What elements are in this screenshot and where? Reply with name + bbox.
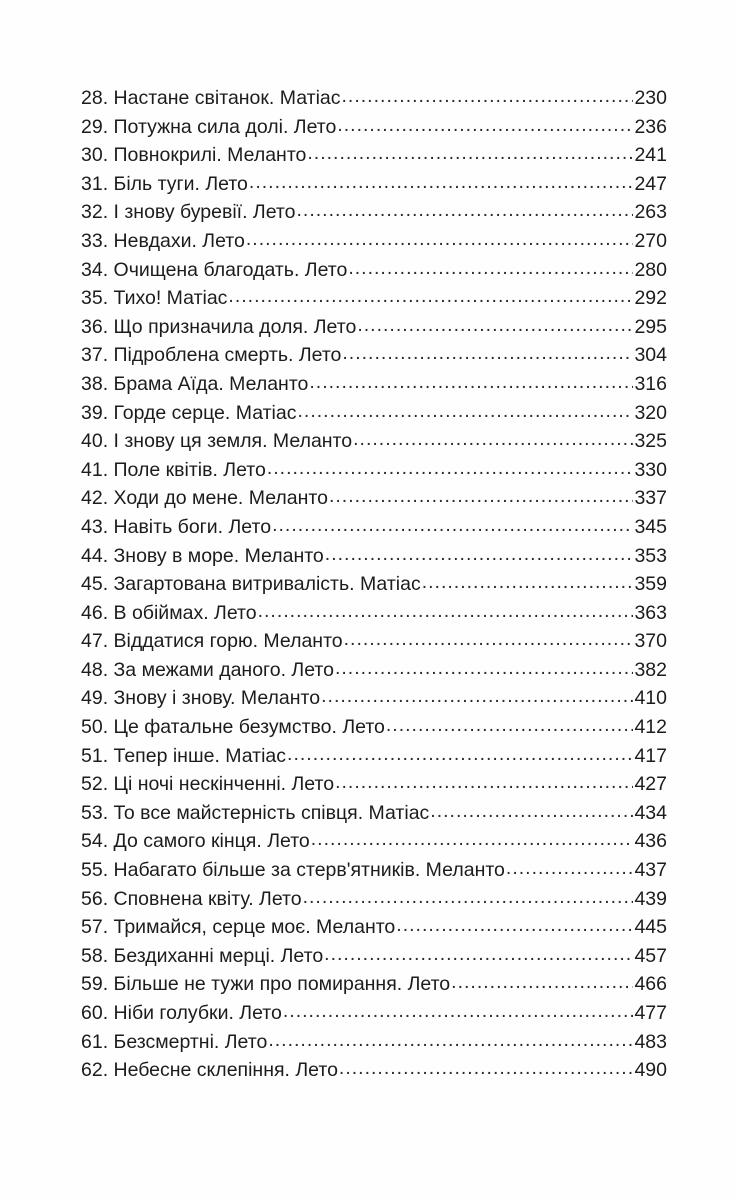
chapter-title: 35. Тихо! Матіас (81, 287, 228, 310)
page-number: 439 (634, 887, 667, 910)
page-number: 412 (634, 716, 667, 739)
dot-leader (297, 397, 633, 426)
toc-entry (81, 856, 667, 885)
toc-entry (81, 313, 667, 342)
toc-entry (81, 627, 667, 656)
page-number: 292 (634, 287, 667, 310)
dot-leader (258, 597, 634, 626)
chapter-title: 48. За межами даного. Лето (81, 658, 334, 681)
dot-leader (339, 1054, 634, 1083)
dot-leader (311, 825, 634, 854)
toc-entry (81, 341, 667, 370)
page-number: 436 (634, 830, 667, 853)
chapter-title: 51. Тепер інше. Матіас (81, 744, 287, 767)
toc-entry (81, 427, 667, 456)
chapter-title: 30. Повнокрилі. Меланто (81, 144, 307, 167)
toc-entry (81, 484, 667, 513)
toc-entry (81, 84, 667, 113)
dot-leader (249, 168, 634, 197)
toc-entry (81, 599, 667, 628)
chapter-title: 58. Бездиханні мерці. Лето (81, 944, 324, 967)
page-number: 236 (634, 115, 667, 138)
page-number: 483 (634, 1030, 667, 1053)
chapter-title: 29. Потужна сила долі. Лето (81, 115, 337, 138)
dot-leader (386, 711, 634, 740)
chapter-title: 37. Підроблена смерть. Лето (81, 344, 342, 367)
dot-leader (228, 282, 633, 311)
toc-entry (81, 370, 667, 399)
dot-leader (396, 911, 633, 940)
toc-entry (81, 141, 667, 170)
toc-entry (81, 656, 667, 685)
dot-leader (344, 625, 634, 654)
chapter-title: 47. Віддатися горю. Меланто (81, 630, 343, 653)
page-number: 241 (634, 144, 667, 167)
toc-entry (81, 256, 667, 285)
toc-entry (81, 742, 667, 771)
dot-leader (303, 883, 634, 912)
chapter-title: 32. І знову буревії. Лето (81, 201, 296, 224)
chapter-title: 39. Горде серце. Матіас (81, 401, 297, 424)
toc-entry (81, 170, 667, 199)
page-number: 437 (634, 859, 667, 882)
toc-entry (81, 1028, 667, 1057)
page-number: 370 (634, 630, 667, 653)
chapter-title: 52. Ці ночі нескінченні. Лето (81, 773, 335, 796)
toc-entry (81, 913, 667, 942)
chapter-title: 28. Настане світанок. Матіас (81, 87, 341, 109)
page-number: 325 (634, 430, 667, 453)
dot-leader (329, 482, 633, 511)
page-number: 345 (634, 515, 667, 538)
page-number: 410 (634, 687, 667, 710)
page-number: 270 (634, 229, 667, 252)
dot-leader (451, 968, 633, 997)
chapter-title: 54. До самого кінця. Лето (81, 830, 310, 853)
dot-leader (272, 511, 633, 540)
page-number: 359 (634, 573, 667, 596)
toc-entry (81, 885, 667, 914)
dot-leader (342, 339, 633, 368)
toc-entry (81, 1056, 667, 1085)
toc-entry (81, 456, 667, 485)
page-number: 434 (634, 801, 667, 824)
dot-leader (309, 368, 633, 397)
dot-leader (287, 740, 633, 769)
dot-leader (246, 225, 634, 254)
toc-entry (81, 542, 667, 571)
page-number: 363 (634, 601, 667, 624)
chapter-title: 44. Знову в море. Меланто (81, 544, 324, 567)
chapter-title: 34. Очищена благодать. Лето (81, 258, 348, 281)
dot-leader (353, 425, 633, 454)
chapter-title: 62. Небесне склепіння. Лето (81, 1059, 338, 1082)
page-number: 337 (634, 487, 667, 510)
dot-leader (342, 82, 634, 111)
page-number: 316 (634, 372, 667, 395)
page-number: 417 (634, 744, 667, 767)
dot-leader (324, 940, 633, 969)
chapter-title: 41. Поле квітів. Лето (81, 458, 266, 481)
dot-leader (268, 1026, 633, 1055)
page-number: 295 (634, 315, 667, 338)
toc-entry (81, 513, 667, 542)
toc-entry (81, 942, 667, 971)
toc-entry (81, 198, 667, 227)
chapter-title: 40. І знову ця земля. Меланто (81, 430, 353, 453)
table-of-contents (81, 84, 667, 1085)
dot-leader (267, 454, 634, 483)
dot-leader (357, 311, 633, 340)
toc-entry (81, 684, 667, 713)
toc-entry (81, 999, 667, 1028)
dot-leader (325, 540, 634, 569)
dot-leader (337, 111, 633, 140)
page-number: 466 (634, 973, 667, 996)
page-number: 427 (634, 773, 667, 796)
chapter-title: 53. То все майстерність співця. Матіас (81, 801, 430, 824)
chapter-title: 56. Сповнена квіту. Лето (81, 887, 302, 910)
chapter-title: 43. Навіть боги. Лето (81, 515, 272, 538)
chapter-title: 50. Це фатальне безумство. Лето (81, 716, 385, 739)
page-number: 263 (634, 201, 667, 224)
dot-leader (335, 654, 633, 683)
chapter-title: 46. В обіймах. Лето (81, 601, 257, 624)
toc-entry (81, 399, 667, 428)
chapter-title: 42. Ходи до мене. Меланто (81, 487, 328, 510)
dot-leader (430, 797, 633, 826)
dot-leader (506, 854, 634, 883)
chapter-title: 31. Біль туги. Лето (81, 172, 248, 195)
dot-leader (335, 768, 633, 797)
chapter-title: 45. Загартована витривалість. Матіас (81, 573, 421, 596)
page-number: 320 (634, 401, 667, 424)
chapter-title: 60. Ніби голубки. Лето (81, 1002, 282, 1024)
chapter-title: 49. Знову і знову. Меланто (81, 687, 321, 710)
toc-entry (81, 713, 667, 742)
dot-leader (296, 196, 633, 225)
page-number: 330 (634, 458, 667, 481)
page-number: 247 (634, 172, 667, 195)
toc-entry (81, 970, 667, 999)
page-number: 280 (634, 258, 667, 281)
toc-entry (81, 799, 667, 828)
page-number: 353 (634, 544, 667, 567)
toc-entry (81, 284, 667, 313)
page-number: 490 (634, 1059, 667, 1082)
chapter-title: 57. Тримайся, серце моє. Меланто (81, 916, 396, 939)
chapter-title: 36. Що призначила доля. Лето (81, 315, 357, 338)
dot-leader (321, 682, 633, 711)
page-number: 382 (634, 658, 667, 681)
chapter-title: 55. Набагато більше за стерв'ятників. Меланто (81, 859, 505, 882)
chapter-title: 38. Брама Аїда. Меланто (81, 372, 309, 395)
toc-entry (81, 227, 667, 256)
dot-leader (348, 254, 633, 283)
dot-leader (307, 139, 633, 168)
toc-entry (81, 770, 667, 799)
page-number: 304 (634, 344, 667, 367)
chapter-title: 59. Більше не тужи про помирання. Лето (81, 973, 451, 996)
dot-leader (422, 568, 634, 597)
page-number: 457 (634, 944, 667, 967)
toc-entry (81, 827, 667, 856)
chapter-title: 61. Безсмертні. Лето (81, 1030, 268, 1053)
dot-leader (283, 997, 634, 1026)
toc-entry (81, 113, 667, 142)
page-number: 445 (634, 916, 667, 939)
toc-entry (81, 570, 667, 599)
page-number: 477 (634, 1002, 667, 1024)
page-number: 230 (634, 87, 667, 109)
chapter-title: 33. Невдахи. Лето (81, 229, 245, 252)
